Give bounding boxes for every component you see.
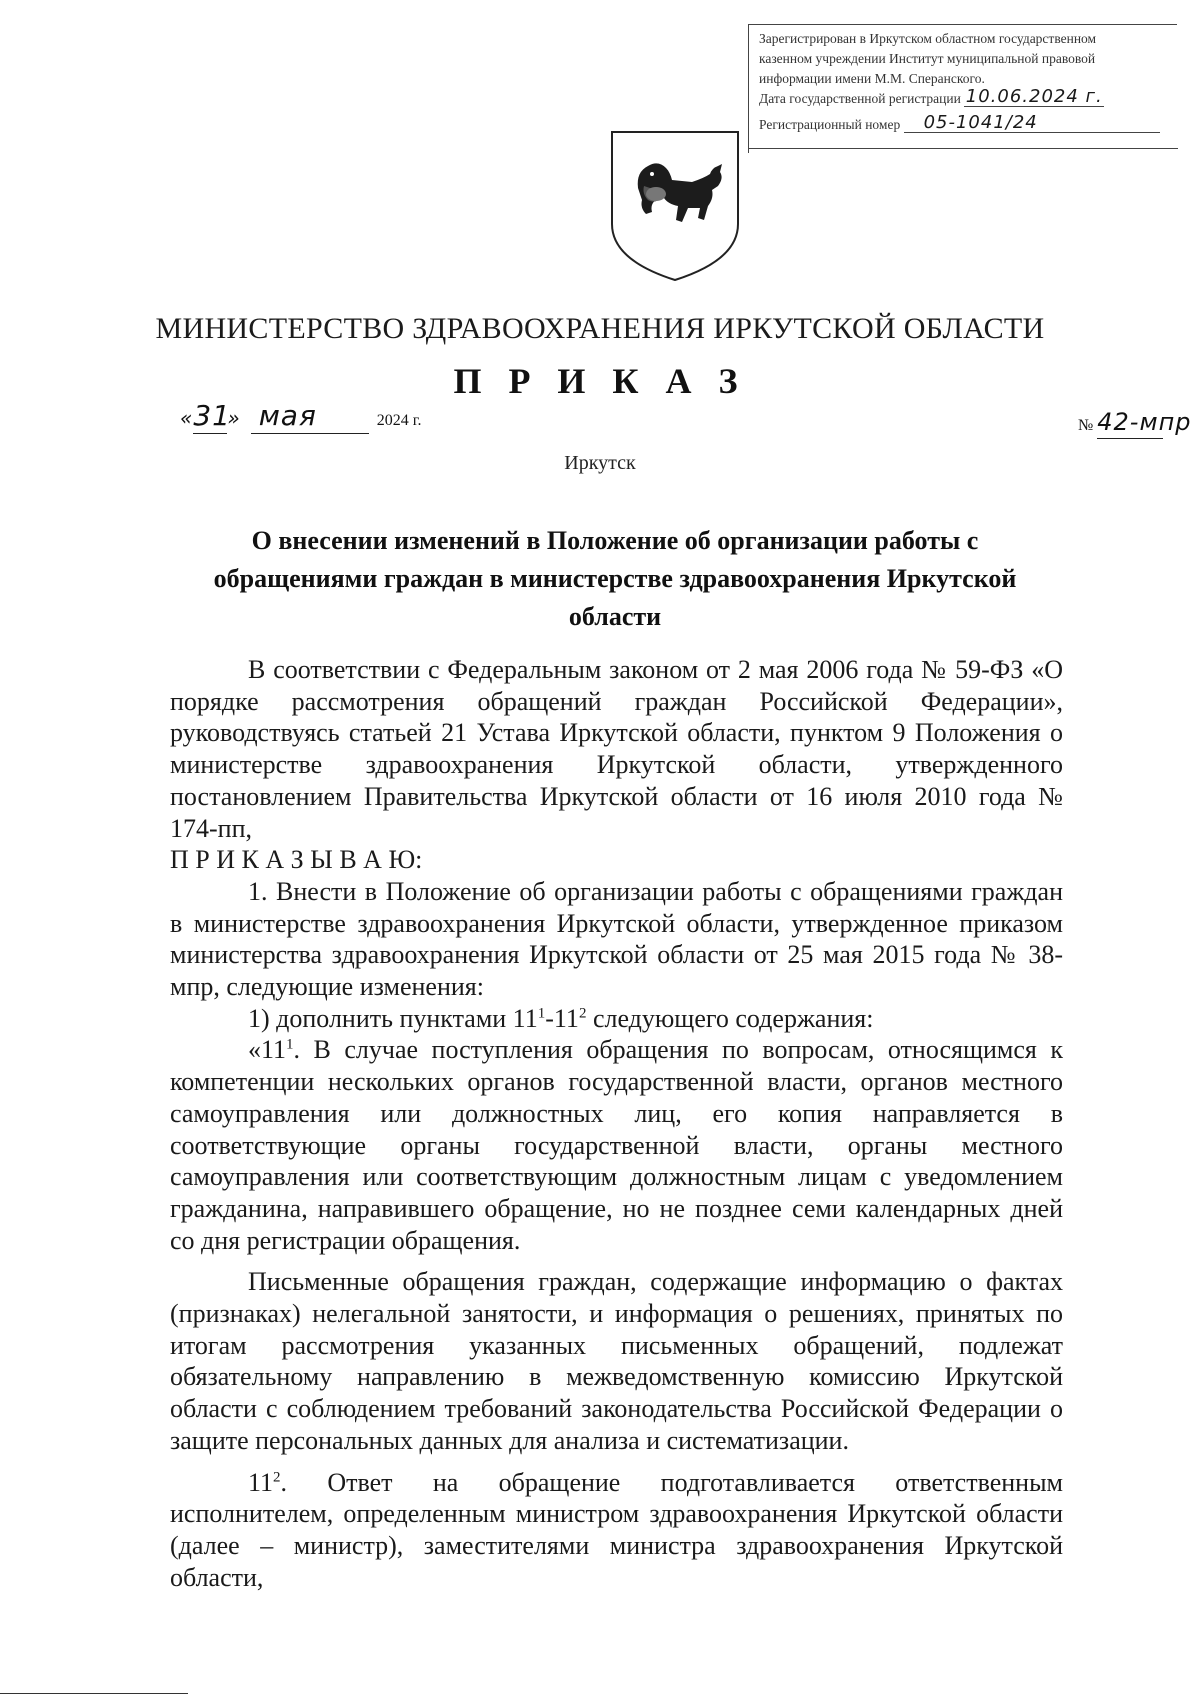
paragraph-point-11-2: $11^2$. Ответ на обращение подготавливается ответственным исполнителем, определенным министром здравоохранения Иркутской области (далее – министр), заместителями министра здравоохранения Иркутской области, <box>170 1467 1063 1592</box>
date-day: 31 <box>193 399 231 432</box>
stamp-divider <box>748 148 1178 149</box>
date-open-quote: « <box>180 406 194 430</box>
paragraph-preamble: В соответствии с Федеральным законом от 2 мая 2006 года № 59-ФЗ «О порядке рассмотрения обращений граждан Российской Федерации», руководствуясь статьей 21 Устава Иркутской области, пунктом 9 Положения о министерстве здравоохранения Иркутской области, утвержденного постановлением Правительства Иркутской области от 16 июля 2010 года № 174-пп, <box>170 655 1063 843</box>
document-type: П Р И К А З <box>453 361 747 401</box>
document-title <box>205 522 1025 636</box>
stamp-reg-value: 05-1041/24 <box>923 112 1038 133</box>
title-line-1: О внесении изменений в Положение об организации работы с <box>251 526 979 555</box>
city-name: Иркутск <box>564 452 636 474</box>
footer-rule <box>0 1693 188 1694</box>
stamp-line-3: информации имени М.М. Сперанского. <box>759 71 985 86</box>
paragraph-written-appeals: Письменные обращения граждан, содержащие информацию о фактах (признаках) нелегальной занятости, и информация о решениях, принятых по итогам рассмотрения указанных письменных обращений, подлежат обязательному направлению в межведомственную комиссию Иркутской области с соблюдением требований законодательства Российской Федерации о защите персональных данных для анализа и систематизации. <box>170 1267 1063 1455</box>
paragraph-item-1: 1. Внести в Положение об организации работы с обращениями граждан в министерстве здравоохранения Иркутской области, утвержденное приказом министерства здравоохранения Иркутской области от 25 мая 2015 года № 38-мпр, следующие изменения: <box>170 876 1063 1002</box>
paragraph-subitem-1: 1) дополнить пунктами $11^1-11^2$ следующего содержания: <box>248 1003 874 1033</box>
title-line-3: области <box>568 602 662 631</box>
stamp-reg-row <box>759 112 1160 133</box>
date-month: мая <box>258 399 317 432</box>
date-year: 2024 г. <box>376 412 422 429</box>
order-date <box>180 399 422 434</box>
order-number <box>1078 408 1192 439</box>
number-label: № <box>1078 417 1094 434</box>
date-close-quote: » <box>227 406 241 430</box>
title-line-2: обращениями граждан в министерстве здравоохранения Иркутской <box>213 564 1017 593</box>
stamp-date-row <box>759 86 1104 107</box>
paragraph-order-word: П Р И К А З Ы В А Ю: <box>170 845 423 875</box>
stamp-line-1: Зарегистрирован в Иркутском областном государственном <box>759 31 1097 46</box>
stamp-date-value: 10.06.2024 г. <box>965 86 1103 107</box>
paragraph-point-11-1: «$11^1$. В случае поступления обращения по вопросам, относящимся к компетенции нескольких органов государственной власти, органов местного самоуправления или должностных лиц, его копия направляется в соответствующие органы государственной власти, органы местного самоуправления или соответствующим должностным лицам с уведомлением гражданина, направившего обращение, но не позднее семи календарных дней со дня регистрации обращения. <box>170 1035 1063 1255</box>
ministry-name: МИНИСТЕРСТВО ЗДРАВООХРАНЕНИЯ ИРКУТСКОЙ ОБЛАСТИ <box>155 312 1045 345</box>
number-value: 42-мпр <box>1097 408 1192 436</box>
registration-stamp <box>748 24 1177 153</box>
stamp-line-2: казенном учреждении Институт муниципальной правовой <box>759 51 1096 66</box>
document-body <box>170 654 1063 1593</box>
coat-of-arms-emblem <box>608 128 742 284</box>
stamp-reg-label: Регистрационный номер <box>759 117 901 132</box>
stamp-date-label: Дата государственной регистрации <box>759 91 961 106</box>
